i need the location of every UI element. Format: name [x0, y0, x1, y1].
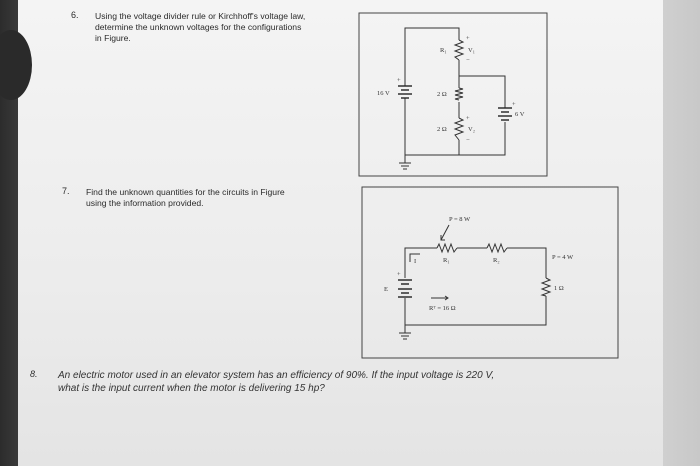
fig6-plus-6v: +	[512, 101, 516, 108]
fig6-label-6v: 6 V	[515, 111, 525, 118]
fig6-label-r-bot: 2 Ω	[437, 126, 447, 133]
fig6-minus-v1: −	[466, 57, 470, 64]
fig6-label-r1: R₁	[440, 47, 447, 54]
fig6-ground-icon	[399, 163, 411, 169]
fig6-plus-v2: +	[466, 115, 470, 122]
fig7-label-e: E	[384, 286, 388, 293]
q6-line-1: Using the voltage divider rule or Kirchhoff's voltage law,	[95, 11, 306, 21]
fig7-label-rt: Rᵀ = 16 Ω	[429, 305, 456, 312]
fig6-label-v2: V₂	[468, 126, 475, 133]
fig6-top-wire	[405, 28, 459, 50]
q8-number: 8.	[30, 369, 38, 379]
fig7-top-right-wire	[507, 248, 546, 278]
fig7-r1-resistor	[437, 244, 457, 252]
fig7-label-i: I	[414, 258, 417, 265]
fig7-left-top-wire	[405, 248, 437, 278]
fig6-minus-v2: −	[466, 137, 470, 144]
fig6-right-wire-top	[459, 76, 505, 108]
fig7-r3-resistor	[542, 278, 550, 296]
fig7-label-r2: R₂	[493, 257, 500, 264]
fig6-r-mid-resistor	[455, 88, 463, 100]
q6-number: 6.	[71, 10, 79, 20]
fig7-r2-resistor	[487, 244, 507, 252]
fig6-r1-resistor	[455, 40, 463, 60]
fig6-label-r-mid: 2 Ω	[437, 91, 447, 98]
q8-line-2: what is the input current when the motor is delivering 15 hp?	[58, 383, 325, 394]
fig6-plus-16v: +	[397, 77, 401, 84]
fig7-p1-arrow	[441, 225, 449, 240]
fig6-r-bot-resistor	[455, 118, 463, 140]
fig7-label-p2: P = 4 W	[552, 254, 574, 261]
fig6-bottom-wire	[405, 98, 459, 155]
q8-line-1: An electric motor used in an elevator system has an efficiency of 90%. If the input voltage is 220 V,	[58, 370, 495, 381]
fig6-label-16v: 16 V	[377, 90, 390, 97]
fig6-plus-v1: +	[466, 35, 470, 42]
fig6-source-16v	[398, 86, 412, 98]
fig7-label-r1: R₁	[443, 257, 450, 264]
q7-number: 7.	[62, 186, 70, 196]
q7-line-2: using the information provided.	[86, 198, 204, 208]
fig6-source-6v	[498, 108, 512, 120]
fig7-source-e	[398, 280, 412, 297]
q6-line-3: in Figure.	[95, 33, 131, 43]
fig7-label-r3: 1 Ω	[554, 285, 564, 292]
fig7-bottom-wire	[405, 296, 546, 325]
fig7-label-p1: P = 8 W	[449, 216, 471, 223]
fig7-ground-icon	[399, 333, 411, 339]
fig6-label-v1: V₁	[468, 47, 475, 54]
q6-line-2: determine the unknown voltages for the configurations	[95, 22, 302, 32]
q7-line-1: Find the unknown quantities for the circuits in Figure	[86, 187, 285, 197]
fig7-plus-e: +	[397, 271, 401, 278]
